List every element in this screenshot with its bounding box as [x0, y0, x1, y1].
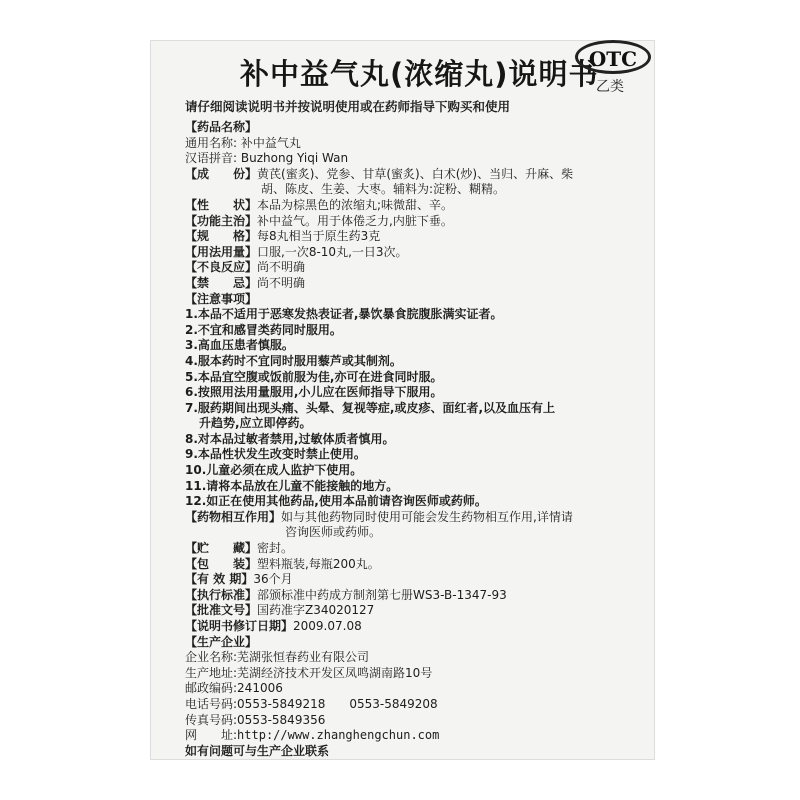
website-row	[185, 728, 645, 744]
address-row	[185, 666, 645, 682]
revision-date-row	[185, 619, 645, 635]
precaution-item: 4.服本药时不宜同时服用藜芦或其制剂。	[185, 353, 402, 368]
generic-name-label: 通用名称:	[185, 135, 238, 150]
precaution-item: 3.高血压患者慎服。	[185, 338, 294, 353]
package-row	[185, 557, 645, 573]
address-value: 芜湖经济技术开发区凤鸣湖南路10号	[237, 665, 433, 680]
precaution-item: 10.儿童必须在成人监护下使用。	[185, 463, 363, 478]
postal-label: 邮政编码:	[185, 681, 238, 696]
otc-class-label: 乙类	[596, 79, 624, 95]
interactions-row	[185, 510, 645, 526]
fax-row	[185, 713, 645, 729]
standard-row	[185, 588, 645, 604]
contraindications-row	[185, 276, 645, 292]
phone-label: 电话号码:	[185, 696, 238, 711]
specification-row	[185, 229, 645, 245]
properties-label: 【性 状】	[185, 197, 258, 212]
generic-name-row	[185, 136, 645, 152]
drug-name-heading: 【药品名称】	[185, 120, 258, 134]
company-row	[185, 650, 645, 666]
indications-value: 补中益气。用于体倦乏力,内脏下垂。	[257, 213, 453, 228]
leaflet-content	[185, 120, 645, 759]
package-label: 【包 装】	[185, 556, 258, 571]
company-value: 芜湖张恒春药业有限公司	[237, 650, 370, 665]
fax-value: 0553-5849356	[237, 712, 326, 727]
storage-row	[185, 541, 645, 557]
precaution-item: 升趋势,应立即停药。	[199, 416, 312, 431]
precaution-item: 8.对本品过敏者禁用,过敏体质者慎用。	[185, 431, 395, 446]
address-label: 生产地址:	[185, 665, 238, 680]
contraindications-label: 【禁 忌】	[185, 275, 258, 290]
manufacturer-heading: 【生产企业】	[185, 634, 258, 649]
adverse-reactions-value: 尚不明确	[257, 260, 306, 275]
precaution-item: 5.本品宜空腹或饭前服为佳,亦可在进食同时服。	[185, 369, 443, 384]
ingredients-line1: 黄芪(蜜炙)、党参、甘草(蜜炙)、白术(炒)、当归、升麻、柴	[257, 166, 574, 181]
otc-badge: OTC	[575, 40, 651, 74]
precaution-item: 7.服药期间出现头痛、头晕、复视等症,或皮疹、面红者,以及血压有上	[185, 400, 556, 415]
postal-row	[185, 681, 645, 697]
pinyin-value: Buzhong Yiqi Wan	[240, 151, 349, 166]
validity-label: 【有 效 期】	[185, 572, 254, 587]
company-label: 企业名称:	[185, 650, 238, 665]
postal-value: 241006	[237, 681, 283, 696]
phone-value: 0553-5849218 0553-5849208	[237, 696, 438, 711]
contact-note: 如有问题可与生产企业联系	[185, 743, 330, 758]
specification-label: 【规 格】	[185, 229, 258, 244]
validity-row	[185, 572, 645, 588]
storage-label: 【贮 藏】	[185, 541, 258, 556]
reading-instruction: 请仔细阅读说明书并按说明使用或在药师指导下购买和使用	[185, 99, 511, 114]
ingredients-label: 【成 份】	[185, 166, 258, 181]
pinyin-row	[185, 151, 645, 167]
revision-date-value: 2009.07.08	[293, 619, 362, 633]
indications-label: 【功能主治】	[185, 213, 258, 228]
contraindications-value: 尚不明确	[257, 275, 306, 290]
package-value: 塑料瓶装,每瓶200丸。	[257, 556, 380, 571]
properties-value: 本品为棕黑色的浓缩丸;味微甜、辛。	[257, 197, 454, 212]
revision-date-label: 【说明书修订日期】	[185, 619, 294, 633]
precautions-heading: 【注意事项】	[185, 291, 258, 306]
interactions-label: 【药物相互作用】	[185, 509, 282, 524]
interactions-line2: 咨询医师或药师。	[285, 525, 382, 540]
precaution-item: 9.本品性状发生改变时禁止使用。	[185, 447, 366, 462]
ingredients-line2: 胡、陈皮、生姜、大枣。辅料为:淀粉、糊精。	[261, 182, 506, 197]
storage-value: 密封。	[257, 541, 294, 556]
adverse-reactions-row	[185, 260, 645, 276]
validity-value: 36个月	[253, 572, 293, 587]
interactions-line1: 如与其他药物同时使用可能会发生药物相互作用,详情请	[281, 509, 573, 524]
document-title: 补中益气丸(浓缩丸)说明书	[240, 57, 599, 91]
precaution-item: 1.本品不适用于恶寒发热表证者,暴饮暴食脘腹胀满实证者。	[185, 307, 503, 322]
generic-name-value: 补中益气丸	[240, 135, 301, 150]
website-label: 网 址:	[185, 728, 238, 743]
fax-label: 传真号码:	[185, 712, 238, 727]
phone-row	[185, 697, 645, 713]
dosage-row	[185, 245, 645, 261]
precaution-item: 2.不宜和感冒类药同时服用。	[185, 322, 342, 337]
precaution-item: 11.请将本品放在儿童不能接触的地方。	[185, 478, 399, 493]
approval-label: 【批准文号】	[185, 603, 258, 618]
approval-row	[185, 603, 645, 619]
approval-value: 国药准字Z34020127	[257, 603, 375, 618]
ingredients-row	[185, 167, 645, 183]
indications-row	[185, 214, 645, 230]
properties-row	[185, 198, 645, 214]
specification-value: 每8丸相当于原生药3克	[257, 229, 381, 244]
pinyin-label: 汉语拼音:	[185, 151, 238, 166]
standard-label: 【执行标准】	[185, 587, 258, 602]
standard-value: 部颁标准中药成方制剂第七册WS3-B-1347-93	[257, 587, 507, 602]
dosage-label: 【用法用量】	[185, 244, 258, 259]
dosage-value: 口服,一次8-10丸,一日3次。	[257, 244, 408, 259]
adverse-reactions-label: 【不良反应】	[185, 260, 258, 275]
precaution-item: 6.按照用法用量服用,小儿应在医师指导下服用。	[185, 385, 443, 400]
precaution-item: 12.如正在使用其他药品,使用本品前请咨询医师或药师。	[185, 494, 487, 509]
website-value: http://www.zhanghengchun.com	[237, 728, 440, 743]
